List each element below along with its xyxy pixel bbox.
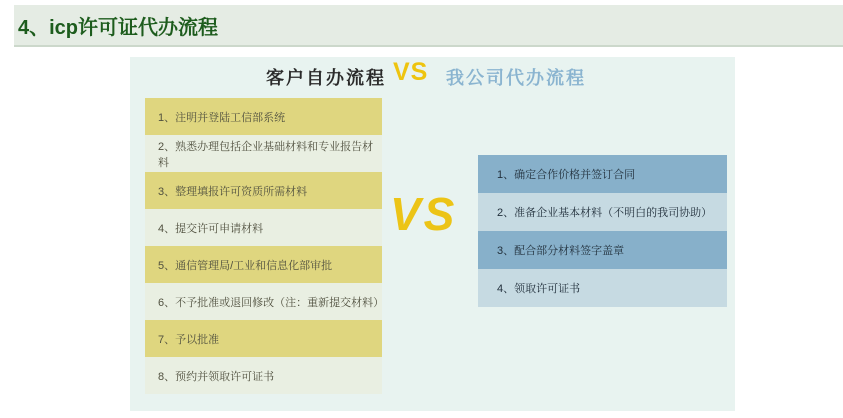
customer-step-row: 1、注明并登陆工信部系统	[145, 98, 382, 135]
left-column-title: 客户自办流程	[266, 68, 386, 88]
agency-step-row: 2、准备企业基本材料（不明白的我司协助）	[478, 193, 727, 231]
customer-step-row: 2、熟悉办理包括企业基础材料和专业报告材料	[145, 135, 382, 172]
customer-step-row: 5、通信管理局/工业和信息化部审批	[145, 246, 382, 283]
section-title: 4、icp许可证代办流程	[18, 16, 219, 39]
agency-steps-list	[478, 155, 727, 307]
agency-step-row: 4、领取许可证书	[478, 269, 727, 307]
comparison-panel	[130, 57, 735, 411]
customer-step-row: 6、不予批准或退回修改（注：重新提交材料）	[145, 283, 382, 320]
agency-step-row: 1、确定合作价格并签订合同	[478, 155, 727, 193]
section-header	[14, 5, 843, 47]
customer-step-row: 4、提交许可申请材料	[145, 209, 382, 246]
customer-step-row: 7、予以批准	[145, 320, 382, 357]
agency-step-row: 3、配合部分材料签字盖章	[478, 231, 727, 269]
customer-steps-list	[145, 98, 385, 394]
customer-step-row: 8、预约并领取许可证书	[145, 357, 382, 394]
vs-label-small: VS	[393, 58, 429, 86]
customer-step-row: 3、整理填报许可资质所需材料	[145, 172, 382, 209]
right-column-title: 我公司代办流程	[446, 68, 586, 88]
vs-label-big: VS	[390, 188, 458, 240]
